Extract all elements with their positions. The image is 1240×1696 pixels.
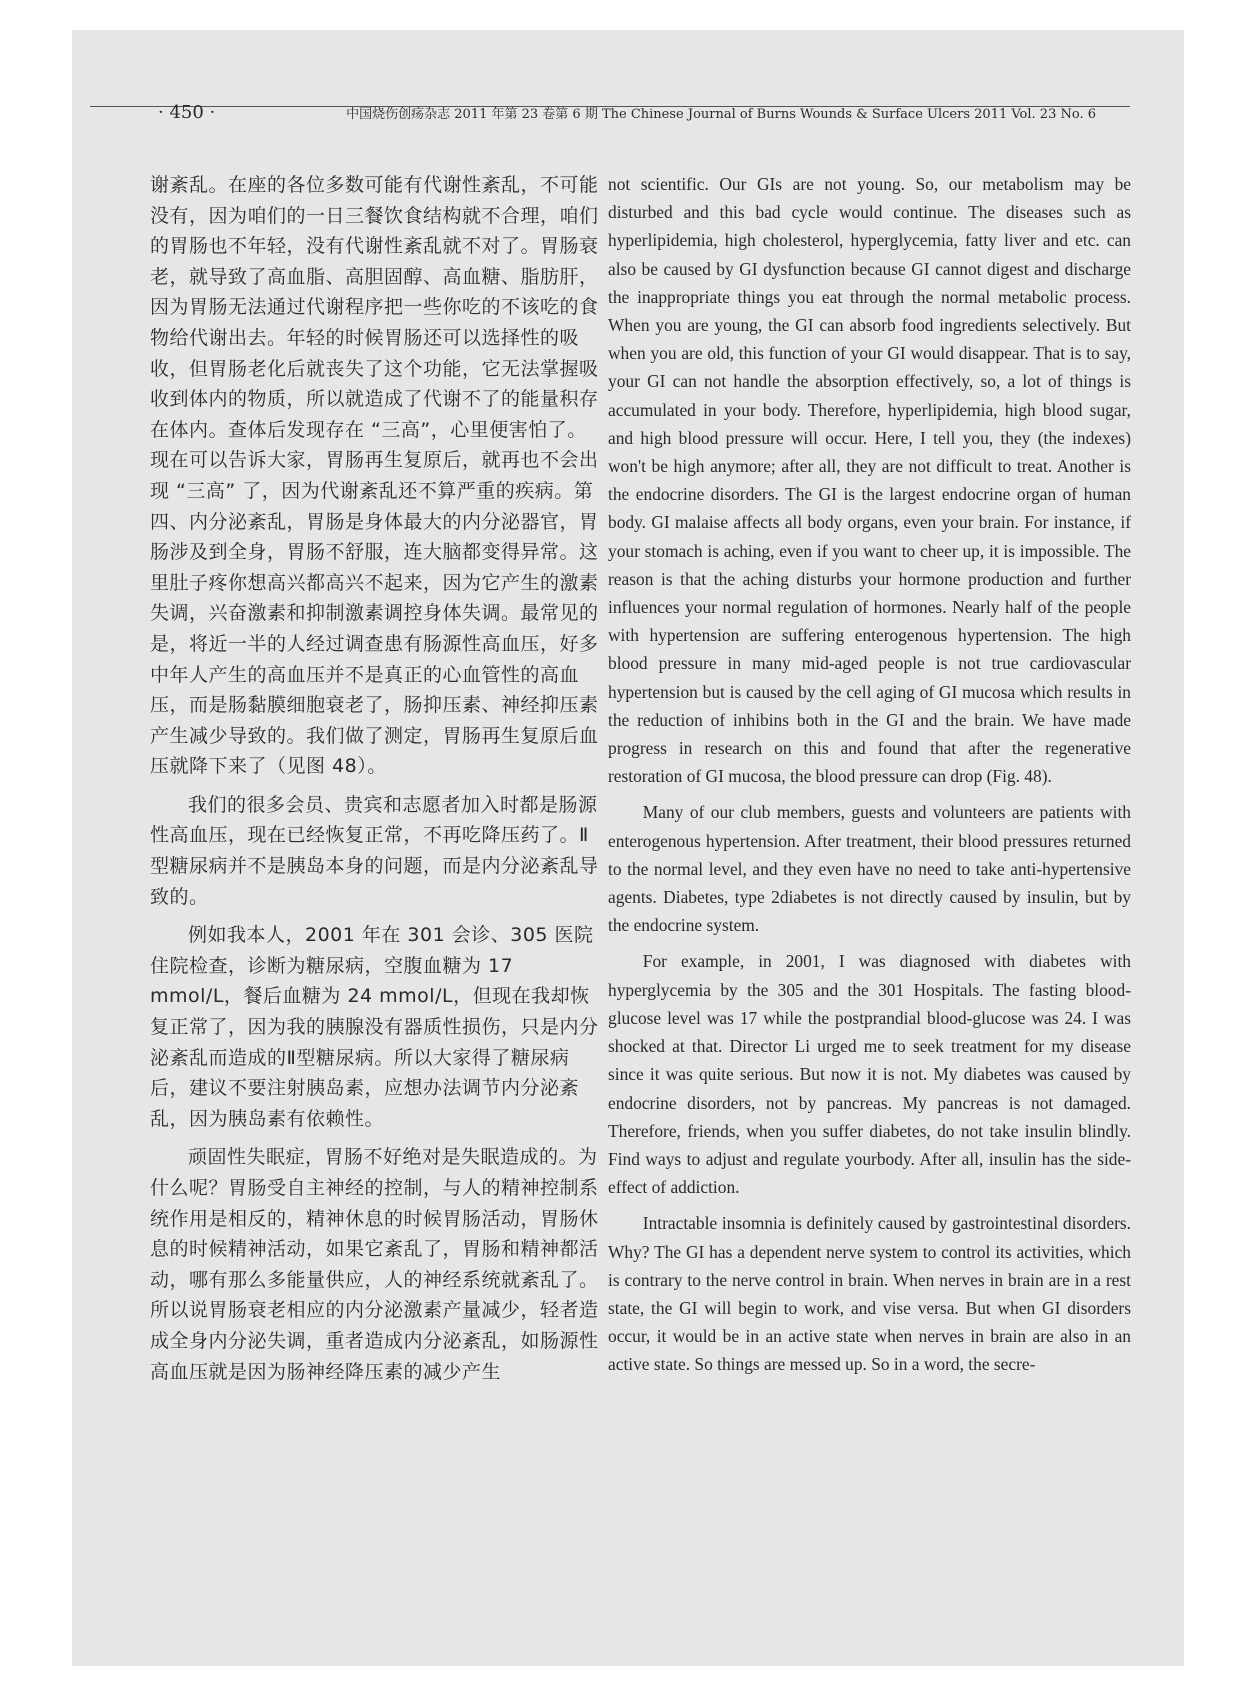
english-column [608,170,1131,1387]
cn-paragraph-3: 例如我本人，2001 年在 301 会诊、305 医院住院检查，诊断为糖尿病，空腹血糖为 17 mmol/L，餐后血糖为 24 mmol/L，但现在我却恢复正常了，因为我的胰腺没有器质性损伤，只是内分泌紊乱而造成的Ⅱ型糖尿病。所以大家得了糖尿病后，建议不要注射胰岛素，应想办法调节内分泌紊乱，因为胰岛素有依赖性。 [150,924,599,1130]
running-header [90,102,1130,123]
chinese-column [150,170,600,1395]
en-paragraph-3: For example, in 2001, I was diagnosed with diabetes with hyperglycemia by the 305 and the 301 Hospitals. The fasting blood-glucose level was 17 while the postprandial blood-glucose was 24. I was shocked at that. Director Li urged me to seek treatment for my disease since it was quite serious. But now it is not. My diabetes was caused by endocrine disorders, not by pancreas. My pancreas is not damaged. Therefore, friends, when you suffer diabetes, do not take insulin blindly. Find ways to adjust and regulate yourbody. After all, insulin has the side-effect of addiction. [608,951,1131,1198]
cn-paragraph-4: 顽固性失眠症，胃肠不好绝对是失眠造成的。为什么呢？胃肠受自主神经的控制，与人的精神控制系统作用是相反的，精神休息的时候胃肠活动，胃肠休息的时候精神活动，如果它紊乱了，胃肠和精神都活动，哪有那么多能量供应，人的神经系统就紊乱了。所以说胃肠衰老相应的内分泌激素产量减少，轻者造成全身内分泌失调，重者造成内分泌紊乱，如肠源性高血压就是因为肠神经降压素的减少产生 [150,1146,599,1383]
en-paragraph-4: Intractable insomnia is definitely caused by gastrointestinal disorders. Why? The GI has a dependent nerve system to control its activities, which is contrary to the nerve control in brain. When nerves in brain are in a rest state, the GI will begin to work, and vise versa. But when GI disorders occur, it would be in an active state when nerves in brain are also in an active state. So things are messed up. So in a word, the secre- [608,1213,1131,1375]
cn-paragraph-1: 谢紊乱。在座的各位多数可能有代谢性紊乱，不可能没有，因为咱们的一日三餐饮食结构就不合理，咱们的胃肠也不年轻，没有代谢性紊乱就不对了。胃肠衰老，就导致了高血脂、高胆固醇、高血糖、脂肪肝，因为胃肠无法通过代谢程序把一些你吃的不该吃的食物给代谢出去。年轻的时候胃肠还可以选择性的吸收，但胃肠老化后就丧失了这个功能，它无法掌握吸收到体内的物质，所以就造成了代谢不了的能量积存在体内。查体后发现存在 “三高”，心里便害怕了。现在可以告诉大家，胃肠再生复原后，就再也不会出现 “三高” 了，因为代谢紊乱还不算严重的疾病。第四、内分泌紊乱，胃肠是身体最大的内分泌器官，胃肠涉及到全身，胃肠不舒服，连大脑都变得异常。这里肚子疼你想高兴都高兴不起来，因为它产生的激素失调，兴奋激素和抑制激素调控身体失调。最常见的是，将近一半的人经过调查患有肠源性高血压，好多中年人产生的高血压并不是真正的心血管性的高血压，而是肠黏膜细胞衰老了，肠抑压素、神经抑压素产生减少导致的。我们做了测定，胃肠再生复原后血压就降下来了（见图 48）。 [150,174,599,778]
page-number: · 450 · [158,102,216,123]
en-paragraph-1: not scientific. Our GIs are not young. So, our metabolism may be disturbed and this bad cycle would continue. The diseases such as hyperlipidemia, high cholesterol, hyperglycemia, fatty liver and etc. can also be caused by GI dysfunction because GI cannot digest and discharge the inappropriate things you eat through the normal metabolic process. When you are young, the GI can absorb food ingredients selectively. But when you are old, this function of your GI would disappear. That is to say, your GI can not handle the absorption effectively, so, a lot of things is accumulated in your body. Therefore, hyperlipidemia, high blood sugar, and high blood pressure will occur. Here, I tell you, they (the indexes) won't be high anymore; after all, they are not difficult to treat. Another is the endocrine disorders. The GI is the largest endocrine organ of human body. GI malaise affects all body organs, even your brain. For instance, if your stomach is aching, even if you want to cheer up, it is impossible. The reason is that the aching disturbs your hormone production and further influences your normal regulation of hormones. Nearly half of the people with hypertension are suffering enterogenous hypertension. The high blood pressure in many mid-aged people is not true cardiovascular hypertension but is caused by the cell aging of GI mucosa which results in the reduction of inhibins both in the GI and the brain. We have made progress in research on this and found that after the regenerative restoration of GI mucosa, the blood pressure can drop (Fig. 48). [608,174,1131,787]
en-paragraph-2: Many of our club members, guests and volunteers are patients with enterogenous hypertension. After treatment, their blood pressures returned to the normal level, and they even have no need to take anti-hypertensive agents. Diabetes, type 2diabetes is not directly caused by insulin, but by the endocrine system. [608,802,1131,936]
journal-line: 中国烧伤创疡杂志 2011 年第 23 卷第 6 期 The Chinese Journal of Burns Wounds & Surface Ulcers 2011 Vol. 23 No. 6 [346,107,1096,122]
cn-paragraph-2: 我们的很多会员、贵宾和志愿者加入时都是肠源性高血压，现在已经恢复正常，不再吃降压药了。Ⅱ型糖尿病并不是胰岛本身的问题，而是内分泌紊乱导致的。 [150,793,599,908]
